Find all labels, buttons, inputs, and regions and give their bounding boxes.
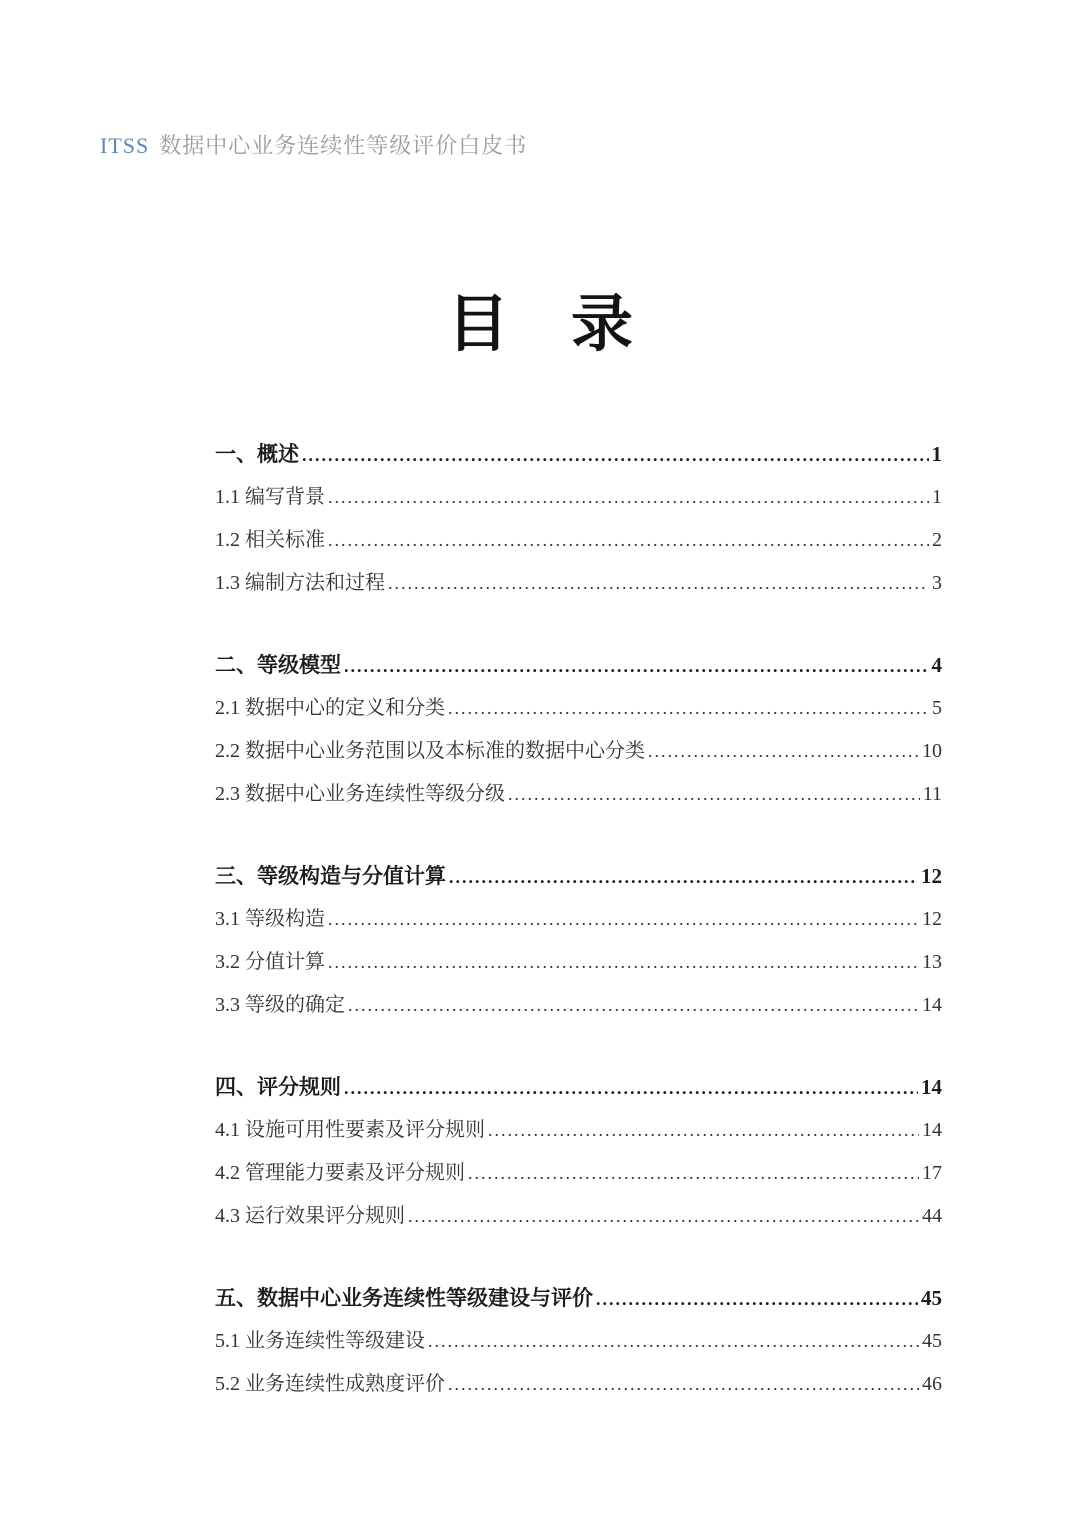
- toc-page-number: 14: [922, 994, 942, 1016]
- toc-heading-row: [215, 855, 942, 898]
- toc-item-row: [215, 519, 942, 562]
- toc-page-number: 44: [922, 1205, 942, 1227]
- toc-dot-leader: [408, 1195, 919, 1238]
- toc-section-1: [215, 433, 942, 605]
- toc-dot-leader: [648, 730, 919, 773]
- toc-item-row: [215, 1320, 942, 1363]
- toc-entry-label: 5.1 业务连续性等级建设: [215, 1330, 425, 1352]
- toc-item-row: [215, 687, 942, 730]
- toc-page-number: 5: [932, 697, 942, 719]
- toc-dot-leader: [302, 434, 929, 477]
- toc-heading-row: [215, 644, 942, 687]
- toc-page-number: 10: [922, 740, 942, 762]
- page-title: 目 录: [446, 291, 633, 359]
- toc-item-row: [215, 1363, 942, 1406]
- toc-dot-leader: [508, 773, 920, 816]
- toc-dot-leader: [596, 1278, 918, 1321]
- toc-heading-row: [215, 1066, 942, 1109]
- toc-page-number: 12: [921, 864, 942, 888]
- toc-page-number: 14: [921, 1075, 942, 1099]
- toc-entry-label: 1.3 编制方法和过程: [215, 572, 385, 594]
- toc-page-number: 11: [922, 783, 942, 805]
- toc-page-number: 1: [932, 486, 942, 508]
- toc-entry-label: 五、数据中心业务连续性等级建设与评价: [215, 1286, 593, 1310]
- toc-entry-label: 2.3 数据中心业务连续性等级分级: [215, 783, 505, 805]
- toc-dot-leader: [448, 687, 929, 730]
- header-brand: ITSS: [100, 133, 150, 158]
- toc-item-row: [215, 1195, 942, 1238]
- toc-heading-row: [215, 433, 942, 476]
- toc-dot-leader: [328, 476, 929, 519]
- toc-item-row: [215, 984, 942, 1027]
- toc-dot-leader: [328, 941, 919, 984]
- toc-page-number: 4: [931, 653, 942, 677]
- toc-item-row: [215, 1152, 942, 1195]
- toc-section-3: [215, 855, 942, 1027]
- toc-dot-leader: [328, 519, 929, 562]
- toc-dot-leader: [448, 1363, 919, 1406]
- toc-entry-label: 一、概述: [215, 442, 299, 466]
- toc-item-row: [215, 730, 942, 773]
- toc-dot-leader: [388, 562, 929, 605]
- toc-entry-label: 4.3 运行效果评分规则: [215, 1205, 405, 1227]
- toc-entry-label: 二、等级模型: [215, 653, 341, 677]
- toc-page-number: 2: [932, 529, 942, 551]
- toc-dot-leader: [468, 1152, 919, 1195]
- toc-item-row: [215, 898, 942, 941]
- toc-section-5: [215, 1277, 942, 1406]
- toc-page-number: 13: [922, 951, 942, 973]
- toc-page-number: 1: [931, 442, 942, 466]
- running-header: [100, 129, 527, 160]
- header-title: 数据中心业务连续性等级评价白皮书: [159, 133, 528, 158]
- toc-entry-label: 3.2 分值计算: [215, 951, 325, 973]
- toc-item-row: [215, 773, 942, 816]
- toc-section-2: [215, 644, 942, 816]
- toc-dot-leader: [449, 856, 918, 899]
- toc-page-number: 3: [932, 572, 942, 594]
- toc-section-4: [215, 1066, 942, 1238]
- toc-entry-label: 3.1 等级构造: [215, 908, 325, 930]
- toc-entry-label: 1.2 相关标准: [215, 529, 325, 551]
- toc-dot-leader: [344, 1067, 918, 1110]
- toc-entry-label: 三、等级构造与分值计算: [215, 864, 446, 888]
- toc-page-number: 46: [922, 1373, 942, 1395]
- toc-page-number: 12: [922, 908, 942, 930]
- toc-entry-label: 2.2 数据中心业务范围以及本标准的数据中心分类: [215, 740, 645, 762]
- toc-entry-label: 5.2 业务连续性成熟度评价: [215, 1373, 445, 1395]
- toc-page-number: 17: [922, 1162, 942, 1184]
- toc-heading-row: [215, 1277, 942, 1320]
- toc-entry-label: 4.2 管理能力要素及评分规则: [215, 1162, 465, 1184]
- toc-dot-leader: [488, 1109, 919, 1152]
- table-of-contents: [215, 433, 942, 1406]
- toc-dot-leader: [328, 898, 919, 941]
- toc-page-number: 45: [922, 1330, 942, 1352]
- toc-item-row: [215, 562, 942, 605]
- toc-entry-label: 4.1 设施可用性要素及评分规则: [215, 1119, 485, 1141]
- toc-item-row: [215, 1109, 942, 1152]
- toc-page-number: 14: [922, 1119, 942, 1141]
- toc-dot-leader: [428, 1320, 919, 1363]
- toc-item-row: [215, 476, 942, 519]
- toc-entry-label: 3.3 等级的确定: [215, 994, 345, 1016]
- toc-item-row: [215, 941, 942, 984]
- toc-entry-label: 2.1 数据中心的定义和分类: [215, 697, 445, 719]
- toc-entry-label: 1.1 编写背景: [215, 486, 325, 508]
- toc-dot-leader: [344, 645, 929, 688]
- toc-dot-leader: [348, 984, 919, 1027]
- toc-page-number: 45: [921, 1286, 942, 1310]
- toc-entry-label: 四、评分规则: [215, 1075, 341, 1099]
